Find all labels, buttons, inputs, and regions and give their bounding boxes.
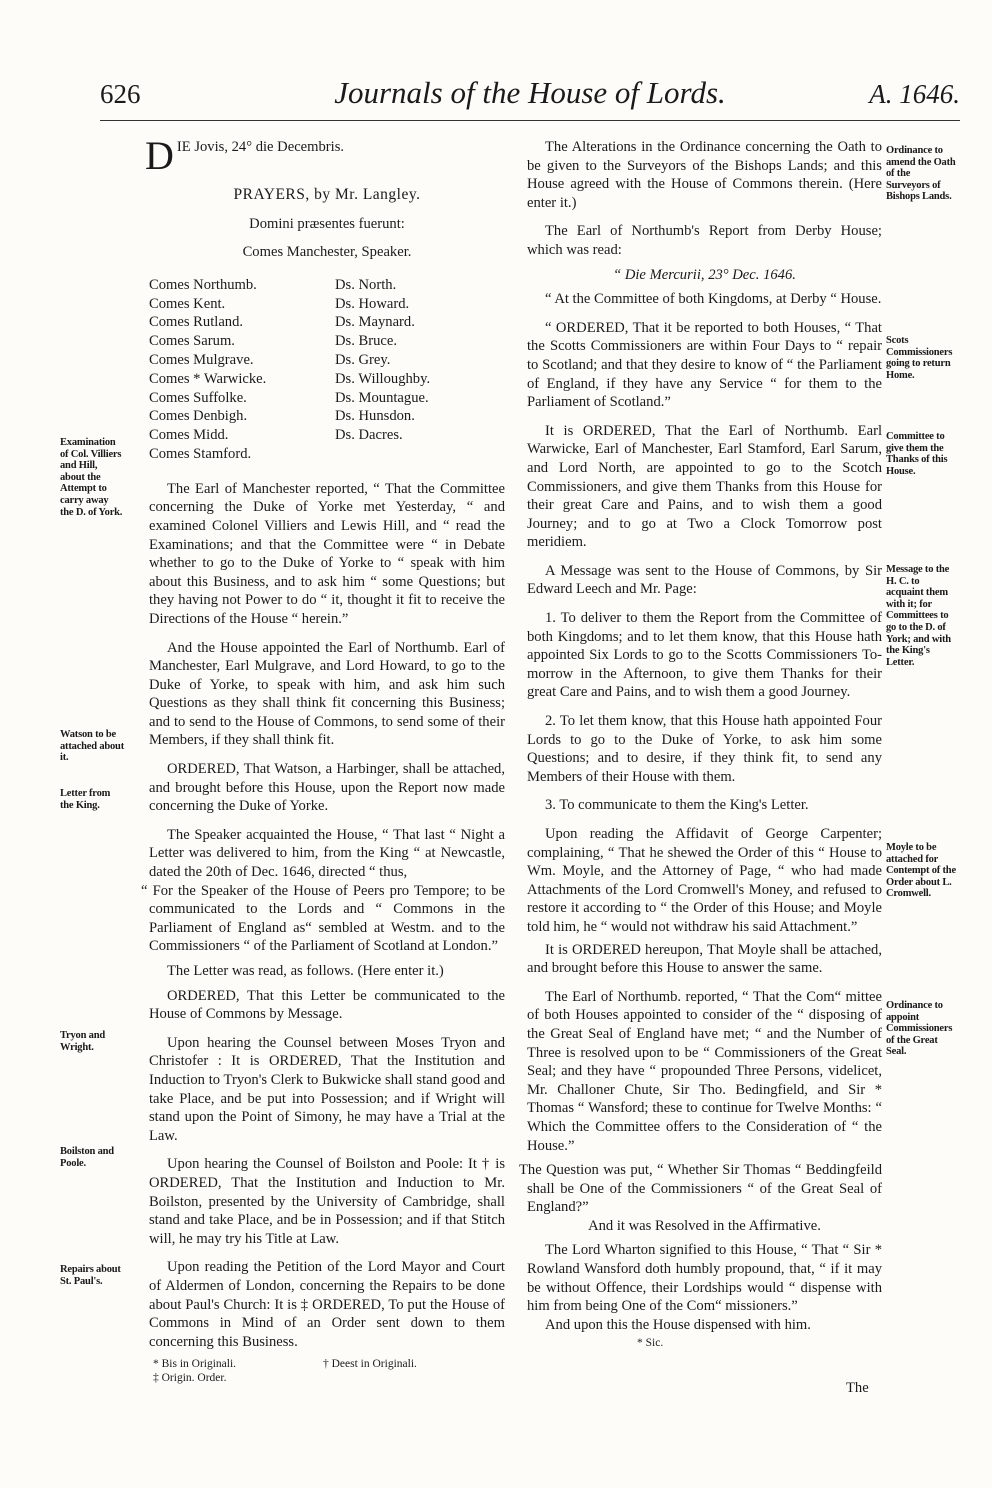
para-letter-read: The Letter was read, as follows. (Here enter it.) — [167, 963, 444, 979]
margin-note-tryon: Tryon and Wright. — [60, 1030, 105, 1053]
para-watson-ordered: ORDERED, That Watson, a Harbinger, shall be attached, and brought before this House, upon the Report now made concerning the Duke of Yorke. — [149, 761, 505, 815]
lord-name: Comes Denbigh. — [149, 408, 248, 425]
lord-name: Ds. North. — [335, 276, 397, 293]
prayers-line: PRAYERS, by Mr. Langley. — [233, 186, 421, 203]
lord-name: Comes Mulgrave. — [149, 351, 254, 368]
para-wharton: The Lord Wharton signified to this House, “ That “ Sir * Rowland Wansford doth humbly propound, that, “ if it may be without Offence, their Lordships would “ dispense with him from being One of the Com“ missioners.” — [527, 1242, 882, 1315]
year: A. 1646. — [869, 79, 960, 109]
lord-name: Ds. Hunsdon. — [335, 408, 415, 425]
margin-note-great-seal: Ordinance to appoint Commissioners of the Great Seal. — [886, 1000, 953, 1058]
present-line: Domini præsentes fuerunt: — [249, 215, 405, 232]
para-moyle: It is ORDERED hereupon, That Moyle shall be attached, and brought before this House to answer the same. — [527, 941, 882, 977]
footnote-bis: * Bis in Originali. — [153, 1358, 237, 1371]
margin-note-repairs: Repairs about St. Paul's. — [60, 1264, 121, 1287]
drop-cap: D — [145, 133, 174, 178]
lord-name: Comes Sarum. — [149, 333, 235, 350]
lord-name: Comes Midd. — [149, 427, 229, 444]
para-ordered-thanks: It is ORDERED, That the Earl of Northumb. Earl Warwicke, Earl of Manchester, Earl Stamford, Earl Sarum, and Lord North, are appointed to go to the Scotch Commissioners, and give them Thanks from this House for their great Care and Pains, and to wish them a good Journey; and to go at Two a Clock Tomorrow post meridiem. — [527, 422, 882, 551]
margin-note-examination: Examination of Col. Villiers and Hill, about the Attempt to carry away the D. of York. — [60, 437, 123, 518]
para-speaker-letter: The Speaker acquainted the House, “ That last “ Night a Letter was delivered to him, from the King “ at Newcastle, dated the 20th of Dec. 1646, directed “ thus, — [149, 826, 505, 881]
para-lords-appointed: And the House appointed the Earl of Northumb. Earl of Manchester, Earl Mulgrave, and Lord Howard, to go to the Duke of Yorke, to speak with him, and ask him such Questions as they shall think fit concerning this Business; and to send to the House of Commons, to send some of their Members, if they shall think fit. — [149, 639, 505, 749]
message-item-1: 1. To deliver to them the Report from the Committee of both Kingdoms; and to let them know, that this House hath appointed Six Lords to go to the Scotts Commissioners To-morrow in the Afternoon, to give them Thanks for their great Care and Pains, and to wish them a good Journey. — [527, 610, 882, 701]
para-tryon: Upon hearing the Counsel between Moses Tryon and Christofer : It is ORDERED, That the Institution and Induction to Tryon's Clerk to Bukwicke shall stand good and take Place, and be put into Possession; and if Wright will stand upon the Point of Simony, he may have a Trial at the Law. — [149, 1034, 505, 1144]
lord-name: Comes Suffolke. — [149, 389, 247, 406]
lord-name: Ds. Howard. — [335, 295, 410, 312]
margin-note-ordinance: Ordinance to amend the Oath of the Surveyors of Bishops Lands. — [886, 145, 956, 203]
lord-name: Comes * Warwicke. — [149, 370, 267, 387]
margin-note-letter: Letter from the King. — [60, 788, 111, 811]
para-scotts-commissioners: “ ORDERED, That it be reported to both Houses, “ That the Scotts Commissioners are within Four Days to “ repair to Scotland; and that they desire to know of “ the Parliament of England, if they have any Service “ for them to the Parliament of Scotland.” — [527, 319, 882, 411]
para-alterations: The Alterations in the Ordinance concerning the Oath to be given to the Surveyors of the Bishops Lands; and this House agreed with the House of Commons therein. (Here enter it.) — [527, 139, 882, 211]
para-letter-commons: ORDERED, That this Letter be communicated to the House of Commons by Message. — [149, 987, 505, 1023]
message-item-3: 3. To communicate to them the King's Letter. — [545, 797, 809, 814]
left-column — [141, 133, 505, 1385]
lord-name: Comes Rutland. — [149, 314, 244, 331]
lord-name: Ds. Bruce. — [335, 333, 398, 350]
margin-note-boilston: Boilston and Poole. — [60, 1146, 114, 1169]
message-item-2: 2. To let them know, that this House hath appointed Four Lords to go to the Duke of Yorke, to ask him some Questions; and to desire, if they think fit, to send any Members of their House with them. — [527, 713, 882, 785]
header-rule — [100, 120, 960, 121]
lords-column-earls — [149, 276, 335, 464]
lord-name: Comes Kent. — [149, 295, 226, 312]
date-heading: DIE Jovis, 24° die Decembris. — [145, 133, 345, 178]
lord-name: Ds. Willoughby. — [335, 370, 431, 387]
lord-name: Ds. Maynard. — [335, 314, 415, 331]
lord-name: Ds. Mountague. — [335, 389, 429, 406]
margin-note-message: Message to the H. C. to acquaint them with it; for Committees to go to the D. of York; and with the King's Letter. — [886, 564, 951, 668]
para-question: The Question was put, “ Whether Sir Thomas “ Beddingfeild shall be One of the Commissioners “ of the Great Seal of England?” — [519, 1162, 882, 1216]
lord-name: Ds. Dacres. — [335, 427, 403, 444]
para-letter-direction: “ For the Speaker of the House of Peers pro Tempore; to be communicated to the Lords and “ Commons in the Parliament of England as“ sembled at Westm. and to the Commissioners “ of the Parliament of Scotland at London.” — [141, 882, 505, 955]
catchword: The — [846, 1380, 869, 1396]
para-dispensed: And upon this the House dispensed with him. — [545, 1316, 811, 1333]
para-message: A Message was sent to the House of Commons, by Sir Edward Leech and Mr. Page: — [527, 562, 882, 598]
running-title: Journals of the House of Lords. — [334, 75, 726, 110]
committee-heading: “ At the Committee of both Kingdoms, at Derby “ House. — [545, 291, 882, 308]
para-manchester-report: The Earl of Manchester reported, “ That the Committee concerning the Duke of Yorke met Yesterday, “ and examined Colonel Villiers and Lewis Hill, and “ read the Examinations; and that the Committee were “ in Debate whether to go to the Duke of Yorke to “ speak with him about this Business, and to ask him “ some Questions; but they having not Power to do “ it, thought it fit to receive the Directions of the House “ herein.” — [149, 480, 505, 627]
footnote-deest: † Deest in Originali. — [323, 1358, 417, 1371]
margin-note-moyle: Moyle to be attached for Contempt of the Order about L. Cromwell. — [886, 842, 956, 900]
margin-note-watson: Watson to be attached about it. — [60, 729, 124, 764]
para-northumb-report: The Earl of Northumb's Report from Derby House; which was read: — [527, 223, 882, 258]
para-boilston: Upon hearing the Counsel of Boilston and Poole: It † is ORDERED, That the Institution and Induction to Mr. Boilston, presented by the University of Cambridge, shall stand and take Place, and be in Possession; and if that Stitch will, he may try his Title at Law. — [149, 1156, 505, 1247]
lord-name: Comes Stamford. — [149, 445, 252, 462]
para-great-seal: The Earl of Northumb. reported, “ That the Com“ mittee of both Houses appointed to consider of the “ disposing of the Great Seal of England have met; “ and the Number of Three is resolved upon to be “ Commissioners of the Great Seal; and they have “ propounded Three Persons, videlicet, Mr. Challoner Chute, Sir Tho. Bedingfield, and Sir * Thomas “ Wansford; these to continue for Twelve Months: “ Which the Committee offers to the Consideration of “ the House.” — [527, 988, 882, 1154]
speaker-line: Comes Manchester, Speaker. — [242, 244, 412, 261]
date-mercurii: “ Die Mercurii, 23° Dec. 1646. — [613, 266, 796, 283]
page-number: 626 — [100, 79, 141, 109]
margin-note-scots: Scots Commissioners going to return Home. — [886, 335, 953, 381]
footnote-sic: * Sic. — [637, 1337, 664, 1350]
right-column — [519, 138, 882, 1353]
para-resolved: And it was Resolved in the Affirmative. — [588, 1217, 821, 1234]
lord-name: Comes Northumb. — [149, 276, 257, 293]
footnote-origin: ‡ Origin. Order. — [153, 1372, 227, 1385]
lords-column-barons — [335, 276, 430, 464]
para-pauls-repairs: Upon reading the Petition of the Lord Mayor and Court of Aldermen of London, concerning the Repairs to be done about Paul's Church: It is ‡ ORDERED, To put the House of Commons in Mind of an Order sent down to them concerning this Business. — [149, 1259, 505, 1350]
left-footnotes — [153, 1357, 505, 1385]
lord-name: Ds. Grey. — [335, 351, 391, 368]
margin-note-committee: Committee to give them the Thanks of this House. — [886, 431, 948, 477]
page-header — [100, 75, 960, 119]
para-carpenter: Upon reading the Affidavit of George Carpenter; complaining, “ That he shewed the Order of this “ House to Wm. Moyle, and the Attorney of Page, “ who had made Attachments of the Lord Cromwell's Money, and refused to restore it according to “ the Order of this House; and Moyle told him, he “ would not withdraw his said Attachment.” — [527, 826, 882, 935]
lords-present-list — [149, 276, 505, 464]
